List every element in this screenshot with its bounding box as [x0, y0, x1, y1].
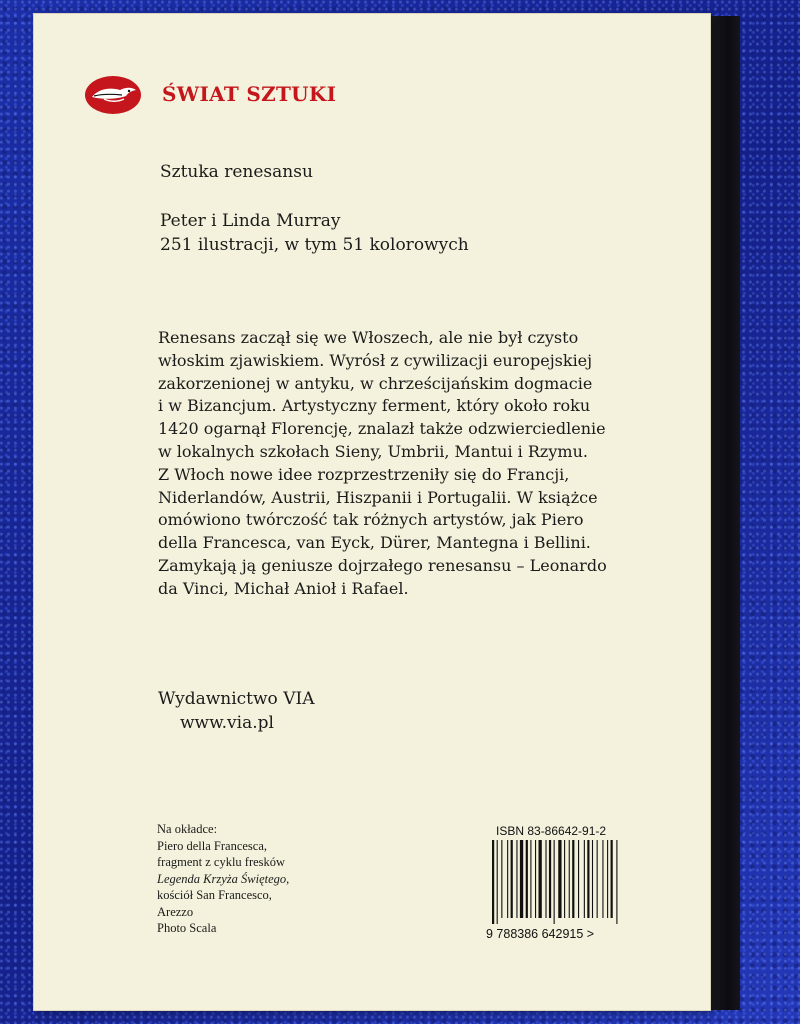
description-line: della Francesca, van Eyck, Dürer, Mantegna i Bellini. — [158, 533, 591, 553]
authors: Peter i Linda Murray — [160, 211, 341, 231]
barcode-digits: 9 788386 642915 > — [486, 927, 595, 941]
publisher: Wydawnictwo VIA — [158, 689, 315, 709]
description-line: Niderlandów, Austrii, Hiszpanii i Portugalii. W książce — [158, 487, 598, 507]
isbn: ISBN 83-86642-91-2 — [496, 824, 607, 838]
cover-note-line: Photo Scala — [157, 921, 217, 935]
description-line: Zamykają ją geniusze dojrzałego renesansu – Leonardo — [158, 555, 607, 575]
description-line: Z Włoch nowe idee rozprzestrzeniły się do Francji, — [158, 464, 570, 484]
book-spine-edge — [710, 16, 740, 1010]
bird-logo-icon — [84, 75, 142, 115]
description-line: Renesans zaczął się we Włoszech, ale nie był czysto — [158, 328, 579, 347]
description-line: włoskim zjawiskiem. Wyrósł z cywilizacji europejskiej — [158, 350, 593, 370]
cover-note-line: Piero della Francesca, — [157, 838, 268, 853]
illustrations-info: 251 ilustracji, w tym 51 kolorowych — [160, 235, 469, 255]
series-title: ŚWIAT SZTUKI — [162, 82, 337, 106]
cover-note — [157, 821, 289, 937]
barcode-icon — [484, 838, 634, 942]
cover-note-line: Legenda Krzyża Świętego, — [157, 871, 290, 886]
description-line: 1420 ogarnął Florencję, znalazł także odzwierciedlenie — [158, 419, 606, 439]
description-line: zakorzenionej w antyku, w chrześcijańskim dogmacie — [158, 373, 593, 393]
description-line: da Vinci, Michał Anioł i Rafael. — [158, 578, 409, 598]
cover-note-line: kościół San Francesco, — [157, 888, 272, 902]
cover-note-line: Arezzo — [157, 904, 194, 919]
book-back-cover — [34, 14, 710, 1010]
description-line: omówiono twórczość tak różnych artystów, jak Piero — [158, 510, 584, 530]
book-title: Sztuka renesansu — [160, 162, 313, 182]
publisher-url: www.via.pl — [180, 713, 274, 733]
description — [158, 327, 678, 601]
cover-note-line: Na okładce: — [157, 822, 218, 836]
description-line: w lokalnych szkołach Sieny, Umbrii, Mantui i Rzymu. — [158, 441, 588, 461]
description-line: i w Bizancjum. Artystyczny ferment, który około roku — [158, 396, 591, 416]
cover-note-line: fragment z cyklu fresków — [157, 855, 286, 869]
